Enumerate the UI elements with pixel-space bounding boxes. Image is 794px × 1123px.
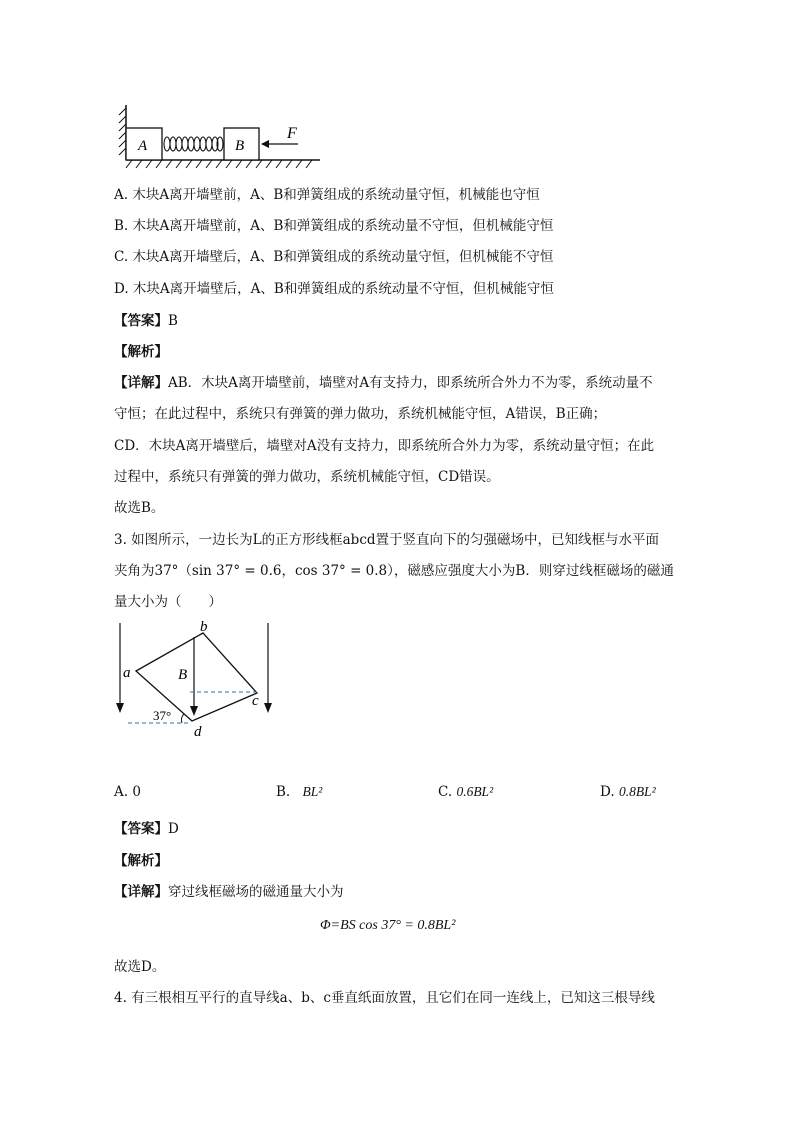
detail-label: 【详解】 bbox=[114, 884, 168, 900]
q2-option-c: C. 木块A离开墙壁后，A、B和弹簧组成的系统动量守恒，但机械能不守恒 bbox=[114, 249, 554, 265]
force-label: F bbox=[287, 125, 297, 142]
detail-text: AB．木块A离开墙壁前，墙壁对A有支持力，即系统所合外力不为零，系统动量不 bbox=[168, 375, 653, 391]
q3-answer bbox=[114, 819, 179, 839]
q3-stem-line1: 3. 如图所示，一边长为L的正方形线框abcd置于竖直向下的匀强磁场中，已知线框与水平面 bbox=[114, 532, 660, 548]
option-c-value: 0.6BL² bbox=[456, 784, 494, 799]
q3-stem-line3: 量大小为（ ） bbox=[114, 594, 222, 610]
option-c-prefix: C. bbox=[438, 784, 457, 800]
q3-stem-line2: 夹角为37°（sin 37° = 0.6，cos 37° = 0.8），磁感应强度大小为B．则穿过线框磁场的磁通 bbox=[114, 563, 674, 579]
vertex-a-label: a bbox=[123, 665, 131, 681]
answer-label: 【答案】 bbox=[114, 313, 168, 329]
option-b-prefix: B. bbox=[276, 784, 295, 800]
answer-label: 【答案】 bbox=[114, 821, 168, 837]
q3-conclusion: 故选D。 bbox=[114, 959, 166, 975]
q2-detail-line3: CD．木块A离开墙壁后，墙壁对A没有支持力，即系统所合外力为零，系统动量守恒；在此 bbox=[114, 438, 655, 454]
answer-value: B bbox=[168, 313, 178, 329]
q3-option-b bbox=[276, 784, 322, 800]
option-b-value: BL² bbox=[302, 784, 323, 799]
q2-detail-line4: 过程中，系统只有弹簧的弹力做功，系统机械能守恒，CD错误。 bbox=[114, 469, 500, 485]
q2-detail-line2: 守恒；在此过程中，系统只有弹簧的弹力做功，系统机械能守恒，A错误，B正确； bbox=[114, 406, 607, 422]
field-b-label: B bbox=[178, 667, 188, 683]
q2-option-a: A. 木块A离开墙壁前，A、B和弹簧组成的系统动量守恒，机械能也守恒 bbox=[114, 187, 540, 203]
option-d-value: 0.8BL² bbox=[618, 784, 656, 799]
vertex-c-label: c bbox=[252, 693, 259, 709]
q3-option-c bbox=[438, 784, 493, 800]
option-d-prefix: D. bbox=[600, 784, 619, 800]
spring bbox=[164, 137, 223, 151]
detail-text: 穿过线框磁场的磁通量大小为 bbox=[168, 884, 344, 900]
q3-option-a: A. 0 bbox=[114, 784, 141, 800]
q2-option-d: D. 木块A离开墙壁后，A、B和弹簧组成的系统动量不守恒，但机械能守恒 bbox=[114, 281, 554, 297]
q2-answer bbox=[114, 311, 178, 331]
q3-detail bbox=[114, 882, 344, 902]
q2-option-b: B. 木块A离开墙壁前，A、B和弹簧组成的系统动量不守恒，但机械能守恒 bbox=[114, 218, 554, 234]
vertex-d-label: d bbox=[194, 724, 202, 740]
q4-stem-line1: 4. 有三根相互平行的直导线a、b、c垂直纸面放置，且它们在同一连线上，已知这三根导线 bbox=[114, 990, 655, 1006]
vertex-b-label: b bbox=[200, 619, 208, 635]
q3-option-d bbox=[600, 784, 656, 800]
q2-analysis-label: 【解析】 bbox=[114, 344, 168, 360]
answer-value: D bbox=[168, 821, 179, 837]
block-a-label: A bbox=[138, 138, 148, 154]
detail-label: 【详解】 bbox=[114, 375, 168, 391]
q2-conclusion: 故选B。 bbox=[114, 500, 165, 516]
q2-detail-line1 bbox=[114, 373, 653, 393]
angle-label: 37° bbox=[153, 708, 172, 723]
q3-formula: Φ=BS cos 37° = 0.8BL² bbox=[320, 918, 456, 933]
figure-magnetic-flux bbox=[110, 615, 280, 740]
block-b-label: B bbox=[235, 138, 245, 154]
figure-spring-blocks bbox=[110, 100, 330, 175]
q3-analysis-label: 【解析】 bbox=[114, 853, 168, 869]
